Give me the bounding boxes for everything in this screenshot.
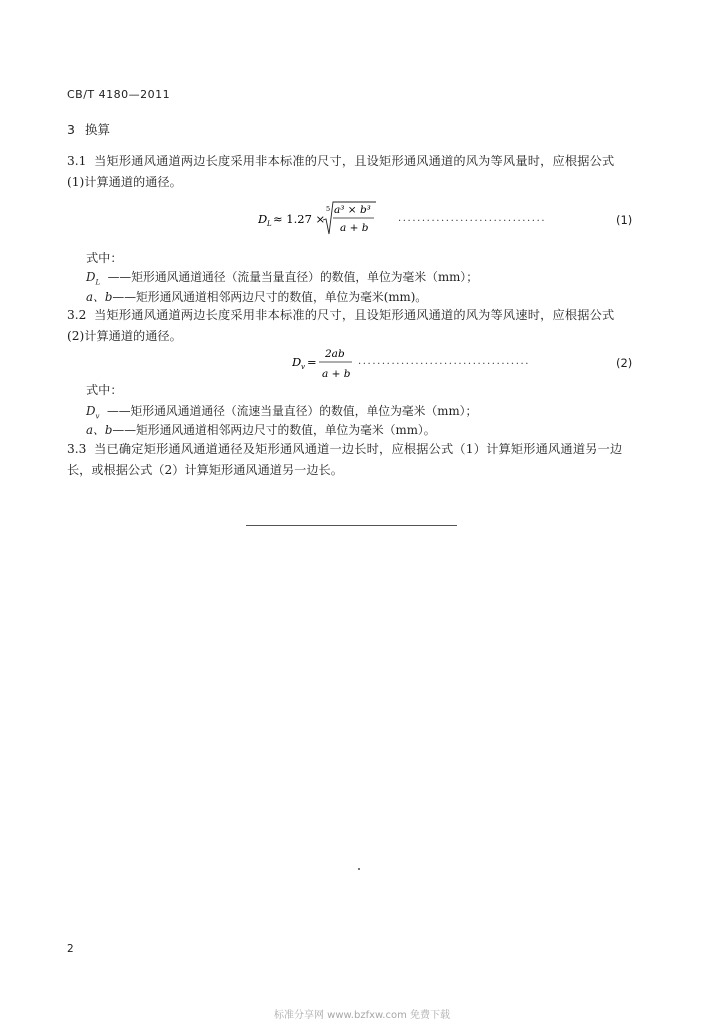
clause-3-1-line1: [67, 151, 614, 171]
clause-number: 3.3: [67, 442, 87, 456]
clause-3-2-line2: (2)计算通道的通径。: [67, 329, 182, 343]
clause-number: 3.1: [67, 154, 87, 168]
definition-text: ——矩形通风通道相邻两边尺寸的数值，单位为毫米（mm）。: [112, 423, 436, 437]
formula-2-denominator: a + b: [322, 368, 351, 380]
symbol: D: [86, 404, 96, 418]
equation-label-2: (2): [616, 356, 633, 370]
clause-3-3-line2: 长，或根据公式（2）计算矩形通风通道另一边长。: [67, 463, 343, 477]
symbol-sub: L: [95, 278, 101, 287]
formula-1-lhs: D: [258, 212, 268, 226]
leader-dots: ....................................: [358, 356, 531, 367]
footer-watermark: 标准分享网 www.bzfxw.com 免费下载: [274, 1010, 450, 1021]
formula-2-lhs: D: [292, 355, 302, 369]
end-rule: [246, 525, 457, 526]
leader-dots: ...............................: [398, 213, 547, 224]
definition-text: ——矩形通风通道通径（流速当量直径）的数值，单位为毫米（mm）；: [106, 404, 478, 418]
definition-row: [86, 402, 477, 420]
clause-3-2-line1: [67, 305, 614, 325]
formula-1-lhs-sub: L: [267, 220, 272, 228]
clause-text: 当已确定矩形通风通道通径及矩形通风通道一边长时，应根据公式（1）计算矩形通风通道另一边: [94, 442, 623, 456]
where-label: 式中：: [86, 251, 123, 265]
clause-text: 当矩形通风通道两边长度采用非本标准的尺寸，且设矩形通风通道的风为等风速时，应根据公式: [94, 308, 615, 322]
symbol: a、b: [86, 423, 113, 437]
symbol-sub: v: [95, 412, 100, 421]
definition-row: [86, 288, 427, 305]
formula-1-numerator: a³ × b³: [334, 204, 371, 216]
formula-1: [258, 196, 408, 240]
definition-text: ——矩形通风通道相邻两边尺寸的数值，单位为毫米(mm)。: [112, 290, 428, 304]
definition-row: [86, 268, 478, 286]
where-label: 式中：: [86, 383, 123, 397]
formula-2-lhs-sub: v: [301, 363, 305, 371]
scan-speck: [358, 868, 360, 870]
page-number: 2: [67, 943, 74, 955]
formula-2-graphic: [292, 344, 362, 384]
clause-text: 当矩形通风通道两边长度采用非本标准的尺寸，且设矩形通风通道的风为等风量时，应根据公式: [94, 154, 615, 168]
formula-1-coef: ≈ 1.27 ×: [273, 212, 326, 226]
formula-1-graphic: [258, 196, 408, 240]
formula-1-denominator: a + b: [340, 222, 369, 234]
formula-2-numerator: 2ab: [325, 348, 345, 360]
section-heading: [67, 120, 110, 138]
standard-number: CB/T 4180—2011: [67, 88, 171, 101]
formula-1-root-index: 5: [326, 205, 331, 213]
symbol: D: [86, 270, 96, 284]
definition-row: [86, 421, 436, 438]
section-number: 3: [67, 122, 75, 137]
section-title: 换算: [84, 122, 110, 137]
formula-2-equals: =: [307, 355, 317, 369]
clause-3-1-line2: (1)计算通道的通径。: [67, 175, 182, 189]
formula-2: [292, 344, 362, 384]
definition-text: ——矩形通风通道通径（流量当量直径）的数值，单位为毫米（mm）；: [107, 270, 479, 284]
clause-3-3-line1: [67, 439, 622, 459]
equation-label-1: (1): [616, 213, 633, 227]
clause-number: 3.2: [67, 308, 87, 322]
symbol: a、b: [86, 290, 113, 304]
